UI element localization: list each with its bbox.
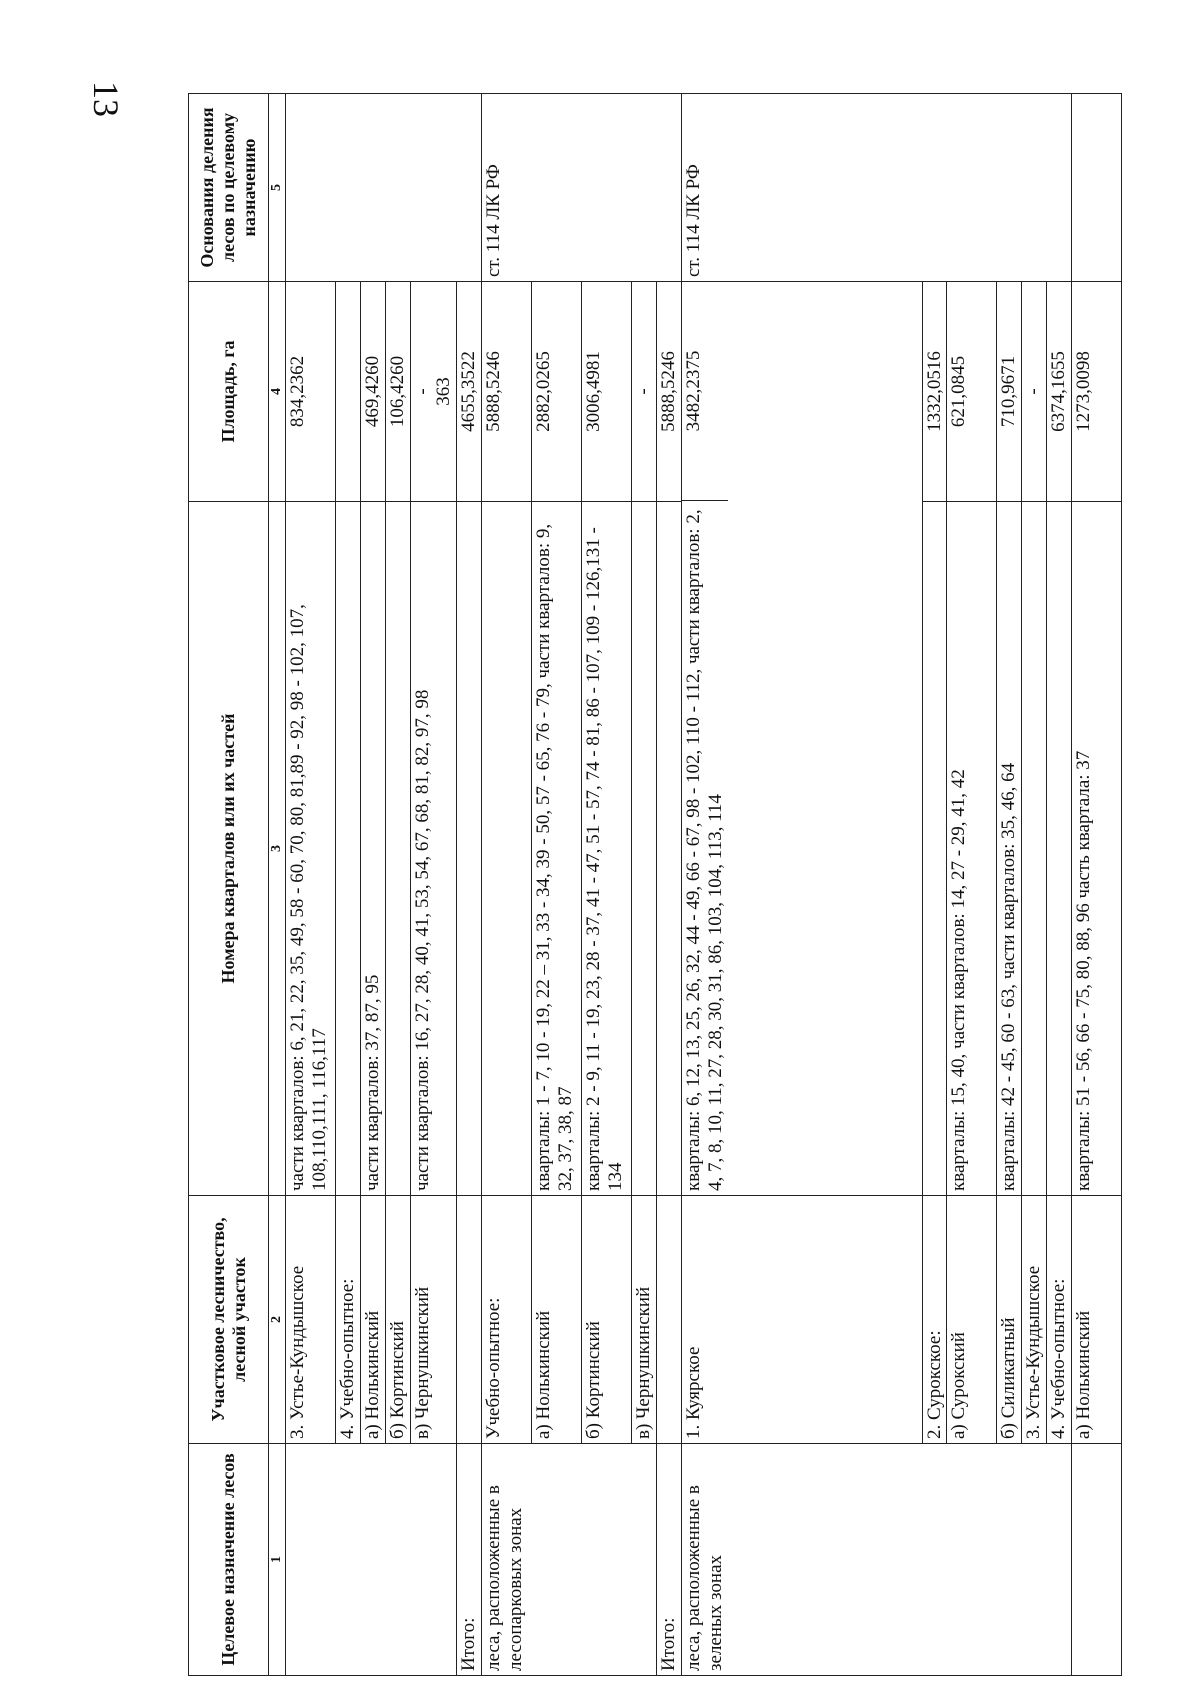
table-row <box>457 94 482 1676</box>
area-cell: 4655,3522 <box>457 282 482 502</box>
quarters-cell: кварталы: 15, 40, части кварталов: 14, 27 - 29, 41, 42 <box>947 502 997 1196</box>
table-row <box>947 94 997 1676</box>
area-cell <box>410 282 457 502</box>
quarters-cell <box>457 502 482 1196</box>
forestry-cell: 3. Устье-Кундышское <box>286 1196 336 1444</box>
area-cell: 3006,4981 <box>582 282 632 502</box>
forestry-cell: б) Кортинский <box>385 1196 410 1444</box>
quarters-cell <box>385 502 410 1196</box>
area-cell: 469,4260 <box>360 282 385 502</box>
quarters-cell: части кварталов: 16, 27, 28, 40, 41, 53, 54, 67, 68, 81, 82, 97, 98 <box>410 502 457 1196</box>
quarters-cell: части кварталов: 37, 87, 95 <box>360 502 385 1196</box>
col-number: 5 <box>269 94 286 282</box>
header-basis: Основания деления лесов по целевому назначению <box>189 94 269 282</box>
col-number: 3 <box>269 502 286 1196</box>
table-row <box>532 94 582 1676</box>
quarters-cell <box>632 502 657 1196</box>
area-cell <box>336 282 361 502</box>
forestry-cell: 2. Сурокское: <box>922 1196 947 1444</box>
forest-purpose-table <box>188 93 1122 1676</box>
forestry-cell <box>657 1196 682 1444</box>
forestry-cell: а) Сурокский <box>947 1196 997 1444</box>
purpose-cell: Итого: <box>457 1444 482 1676</box>
header-forestry: Участковое лесничество, лесной участок <box>189 1196 269 1444</box>
table-row <box>482 94 532 1676</box>
header-quarters: Номера кварталов или их частей <box>189 502 269 1196</box>
area-cell: 1332,0516 <box>922 282 947 502</box>
basis-cell <box>286 94 482 282</box>
forestry-cell: 1. Куярское <box>681 1196 922 1444</box>
purpose-cell <box>1072 1444 1122 1676</box>
forestry-cell: б) Силикатный <box>997 1196 1022 1444</box>
table-row <box>385 94 410 1676</box>
area-cell: 5888,5246 <box>482 282 532 502</box>
table-row <box>360 94 385 1676</box>
table-row <box>1072 94 1122 1676</box>
forestry-cell: в) Чернушкинский <box>632 1196 657 1444</box>
area-value: - <box>411 388 433 395</box>
forestry-cell: а) Нолькинский <box>1072 1196 1122 1444</box>
table-row <box>681 94 857 1676</box>
quarters-cell <box>1047 502 1072 1196</box>
table-row <box>997 94 1022 1676</box>
forestry-cell <box>457 1196 482 1444</box>
quarters-area-group <box>681 282 922 1196</box>
forestry-cell: в) Чернушкинский <box>410 1196 457 1444</box>
forestry-cell: 4. Учебно-опытное: <box>1047 1196 1072 1444</box>
table-row <box>286 94 336 1676</box>
area-cell: - <box>632 282 657 502</box>
col-number: 2 <box>269 1196 286 1444</box>
area-cell: 5888,5246 <box>657 282 682 502</box>
table-row <box>336 94 361 1676</box>
col-number: 4 <box>269 282 286 502</box>
quarters-cell <box>482 502 532 1196</box>
quarters-cell: кварталы: 6, 12, 13, 25, 26, 32, 44 - 49, 66 - 67, 98 - 102, 110 - 112, части кварталов: 2, 4, 7, 8, 10, 11, 27, 28, 30, 31, 86, 103, 104, 113, 114 <box>682 509 726 1191</box>
forestry-cell: 3. Устье-Кундышское <box>1022 1196 1047 1444</box>
table-row <box>1022 94 1047 1676</box>
table-row <box>410 94 457 1676</box>
quarters-cell <box>1022 502 1047 1196</box>
basis-cell: ст. 114 ЛК РФ <box>482 94 682 282</box>
table-row <box>657 94 682 1676</box>
purpose-cell: леса, расположенные в лесопарковых зонах <box>482 1444 657 1676</box>
header-purpose: Целевое назначение лесов <box>189 1444 269 1676</box>
area-cell: 2882,0265 <box>532 282 582 502</box>
quarters-cell: части кварталов: 6, 21, 22, 35, 49, 58 - 60, 70, 80, 81,89 - 92, 98 - 102, 107, 108,110,111, 116,117 <box>286 502 336 1196</box>
forestry-cell: Учебно-опытное: <box>482 1196 532 1444</box>
area-cell: 6374,1655 <box>1047 282 1072 502</box>
quarters-cell <box>336 502 361 1196</box>
table-row <box>632 94 657 1676</box>
area-cell: 621,0845 <box>947 282 997 502</box>
page-number: 13 <box>86 81 126 117</box>
forestry-cell: а) Нолькинский <box>360 1196 385 1444</box>
area-cell: 106,4260 <box>385 282 410 502</box>
area-cell: 834,2362 <box>286 282 336 502</box>
area-value: 363 <box>433 377 455 406</box>
rotated-table-wrapper <box>188 94 1122 1676</box>
quarters-cell <box>657 502 682 1196</box>
area-cell: 3482,2375 <box>682 282 728 501</box>
quarters-cell: кварталы: 1 - 7, 10 - 19, 22 – 31, 33 - 34, 39 - 50, 57 - 65, 76 - 79, части кварталов: 9, 32, 37, 38, 87 <box>532 502 582 1196</box>
table-row <box>582 94 632 1676</box>
quarters-cell: кварталы: 42 - 45, 60 - 63, части кварталов: 35, 46, 64 <box>997 502 1022 1196</box>
quarters-cell <box>922 502 947 1196</box>
quarters-cell: кварталы: 2 - 9, 11 - 19, 23, 28 - 37, 41 - 47, 51 - 57, 74 - 81, 86 - 107, 109 - 126,131 - 134 <box>582 502 632 1196</box>
forestry-cell: а) Нолькинский <box>532 1196 582 1444</box>
purpose-cell: леса, расположенные в зеленых зонах <box>681 1444 1071 1676</box>
area-cell: 710,9671 <box>997 282 1022 502</box>
basis-cell <box>1072 94 1122 282</box>
header-area: Площадь, га <box>189 282 269 502</box>
purpose-cell <box>286 1444 457 1676</box>
purpose-cell: Итого: <box>657 1444 682 1676</box>
area-cell: 1273,0098 <box>1072 282 1122 502</box>
area-cell: - <box>1022 282 1047 502</box>
table-row <box>1047 94 1072 1676</box>
basis-cell: ст. 114 ЛК РФ <box>681 94 1071 282</box>
col-number: 1 <box>269 1444 286 1676</box>
table-row <box>922 94 947 1676</box>
quarters-cell: кварталы: 51 - 56, 66 - 75, 80, 88, 96 часть квартала: 37 <box>1072 502 1122 1196</box>
forestry-cell: 4. Учебно-опытное: <box>336 1196 361 1444</box>
forestry-cell: б) Кортинский <box>582 1196 632 1444</box>
